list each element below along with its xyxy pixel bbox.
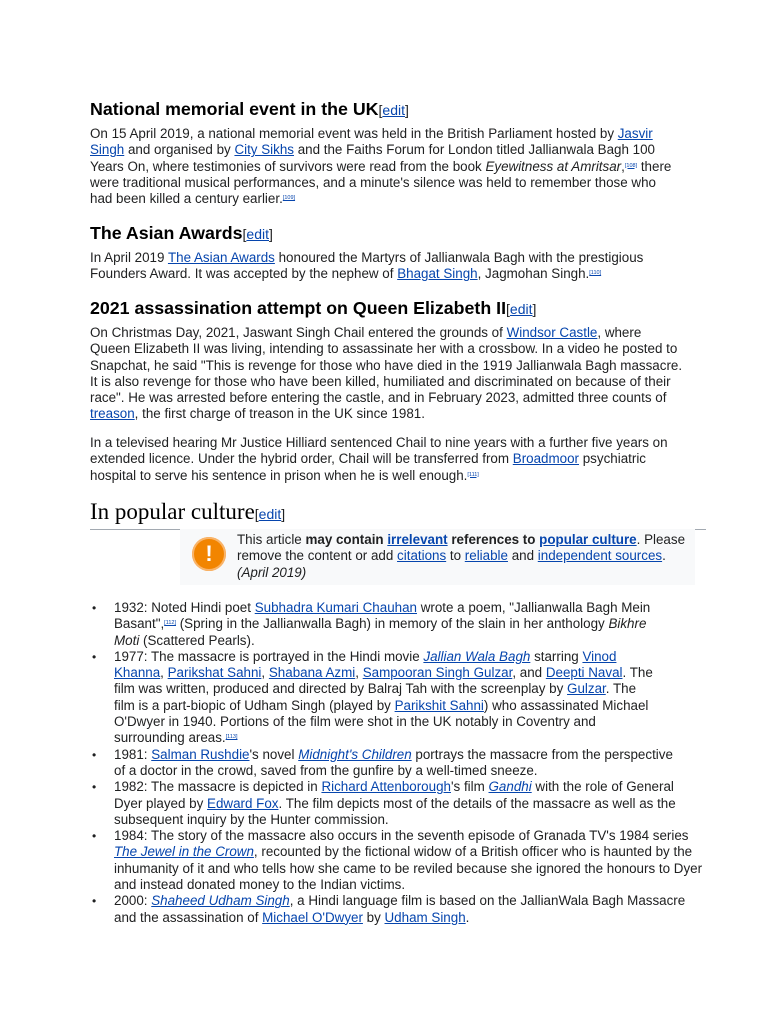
link-bhagat-singh[interactable]: Bhagat Singh [397, 266, 478, 282]
edit-link-wrapper: [edit] [378, 102, 409, 118]
heading-national-memorial: National memorial event in the UK[edit] [90, 99, 409, 119]
edit-link-wrapper: [edit] [242, 226, 273, 242]
citation-ref[interactable]: [111] [467, 471, 479, 478]
notice-text: This article may contain irrelevant references to popular culture. Please remove the content or add citations to reliable and independent sources. (April 2019) [237, 532, 686, 580]
link-vinod-khanna[interactable]: Vinod Khanna [114, 648, 617, 681]
link-parikshat-sahni[interactable]: Parikshat Sahni [167, 665, 262, 681]
link-edward-fox[interactable]: Edward Fox [207, 795, 279, 811]
citation-ref[interactable]: [109] [282, 195, 296, 202]
link-jallian-wala-bagh[interactable]: Jallian Wala Bagh [423, 648, 531, 664]
link-independent-sources[interactable]: independent sources [537, 548, 663, 564]
link-midnights-children[interactable]: Midnight's Children [298, 746, 412, 762]
paragraph-asian-awards: In April 2019 The Asian Awards honoured the Martyrs of Jallianwala Bagh with the prestigious Founders Award. It was accepted by the nephew of Bhagat Singh, Jagmohan Singh.[110] [90, 250, 644, 282]
link-gandhi[interactable]: Gandhi [488, 779, 532, 795]
paragraph-assassination-2: In a televised hearing Mr Justice Hilliard sentenced Chail to nine years with a further five years on extended licence. Under the hybrid order, Chail will be transferred from Broadmoor psychiatric hospital to serve his sentence in prison when he is well enough.[111] [90, 435, 668, 483]
link-richard-attenborough[interactable]: Richard Attenborough [321, 779, 451, 795]
link-michael-odwyer[interactable]: Michael O'Dwyer [262, 909, 363, 925]
link-parikshit-sahni[interactable]: Parikshit Sahni [394, 697, 484, 713]
link-shaheed-udham-singh[interactable]: Shaheed Udham Singh [151, 893, 290, 909]
list-item: • 2000: Shaheed Udham Singh, a Hindi language film is based on the JallianWala Bagh Massacre and the assassination of Michael O'Dwyer by Udham Singh. [114, 893, 704, 926]
notice-box [180, 529, 695, 585]
warning-icon: ! [192, 537, 226, 571]
link-reliable[interactable]: reliable [464, 548, 508, 564]
link-udham-singh[interactable]: Udham Singh [384, 909, 466, 925]
edit-link-wrapper: [edit] [506, 301, 537, 317]
list-item: • 1982: The massacre is depicted in Richard Attenborough's film Gandhi with the role of General Dyer played by Edward Fox. The film depicts most of the details of the massacre as well as the subsequent inquiry by the Hunter commission. [114, 779, 704, 828]
link-popular-culture[interactable]: popular culture [539, 532, 637, 547]
link-subhadra-kumari-chauhan[interactable]: Subhadra Kumari Chauhan [254, 600, 417, 615]
link-deepti-naval[interactable]: Deepti Naval [545, 665, 623, 681]
edit-link[interactable]: edit [382, 102, 405, 118]
heading-assassination-attempt: 2021 assassination attempt on Queen Elizabeth II[edit] [90, 298, 537, 318]
link-gulzar[interactable]: Gulzar [567, 681, 606, 697]
list-item: • 1932: Noted Hindi poet Subhadra Kumari Chauhan wrote a poem, "Jallianwalla Bagh Mein Basant",[112] (Spring in the Jallianwalla Bagh) in memory of the slain in her anthology Bikhre Moti (Scattered Pearls). [114, 600, 659, 649]
heading-asian-awards: The Asian Awards[edit] [90, 223, 273, 243]
edit-link[interactable]: edit [258, 506, 282, 522]
link-windsor-castle[interactable]: Windsor Castle [506, 325, 598, 340]
link-salman-rushdie[interactable]: Salman Rushdie [151, 746, 250, 762]
link-city-sikhs[interactable]: City Sikhs [234, 142, 294, 158]
list-item: • 1984: The story of the massacre also occurs in the seventh episode of Granada TV's 1984 series The Jewel in the Crown, recounted by the fictional widow of a British officer who is haunted by the inhumanity of it and who tells how she came to be reviled because she ignored the honours to Dyer and instead donated money to the Indian victims. [114, 828, 704, 893]
list-item: • 1981: Salman Rushdie's novel Midnight's Children portrays the massacre from the perspective of a doctor in the crowd, saved from the gunfire by a well-timed sneeze. [114, 747, 674, 780]
link-the-jewel-in-the-crown[interactable]: The Jewel in the Crown [114, 844, 254, 860]
link-the-asian-awards[interactable]: The Asian Awards [167, 250, 275, 265]
edit-link[interactable]: edit [509, 301, 533, 317]
citation-ref[interactable]: [113] [225, 734, 238, 741]
link-shabana-azmi[interactable]: Shabana Azmi [268, 665, 356, 681]
citation-ref[interactable]: [108] [624, 162, 638, 169]
heading-popular-culture: In popular culture[edit] [90, 498, 706, 530]
link-treason[interactable]: treason [90, 406, 135, 422]
link-irrelevant[interactable]: irrelevant [387, 532, 448, 547]
popular-culture-list [90, 600, 703, 926]
citation-ref[interactable]: [110] [589, 270, 602, 277]
edit-link-wrapper: [edit] [254, 506, 286, 522]
paragraph-national-memorial: On 15 April 2019, a national memorial event was held in the British Parliament hosted by Jasvir Singh and organised by City Sikhs and the Faiths Forum for London titled Jallianwala Bagh 100 Years On, where testimonies of survivors were read from the book Eyewitness at Amritsar,[108] there were traditional musical performances, and a minute's silence was held to remember those who had been killed a century earlier.[109] [90, 126, 672, 207]
link-jasvir-singh[interactable]: Jasvir Singh [90, 126, 653, 158]
edit-link[interactable]: edit [246, 226, 269, 242]
link-broadmoor[interactable]: Broadmoor [512, 451, 580, 467]
paragraph-assassination-1: On Christmas Day, 2021, Jaswant Singh Chail entered the grounds of Windsor Castle, where Queen Elizabeth II was living, intending to assassinate her with a crossbow. In a video he posted to Snapchat, he said "This is revenge for those who have died in the 1919 Jallianwala Bagh massacre. It is also revenge for those who have been killed, humiliated and discriminated on because of their race". He was arrested before entering the castle, and in February 2023, admitted three counts of treason, the first charge of treason in the UK since 1981. [90, 325, 683, 422]
link-sampooran-singh-gulzar[interactable]: Sampooran Singh Gulzar [362, 665, 513, 681]
citation-ref[interactable]: [112] [164, 620, 176, 627]
list-item: • 1977: The massacre is portrayed in the Hindi movie Jallian Wala Bagh starring Vinod Khanna, Parikshat Sahni, Shabana Azmi, Sampooran Singh Gulzar, and Deepti Naval. The film was written, produced and directed by Balraj Tah with the screenplay by Gulzar. The film is a part-biopic of Udham Singh (played by Parikshit Sahni) who assassinated Michael O'Dwyer in 1940. Portions of the film were shot in the UK notably in Coventry and surrounding areas.[113] [114, 649, 659, 747]
link-citations[interactable]: citations [397, 548, 447, 564]
